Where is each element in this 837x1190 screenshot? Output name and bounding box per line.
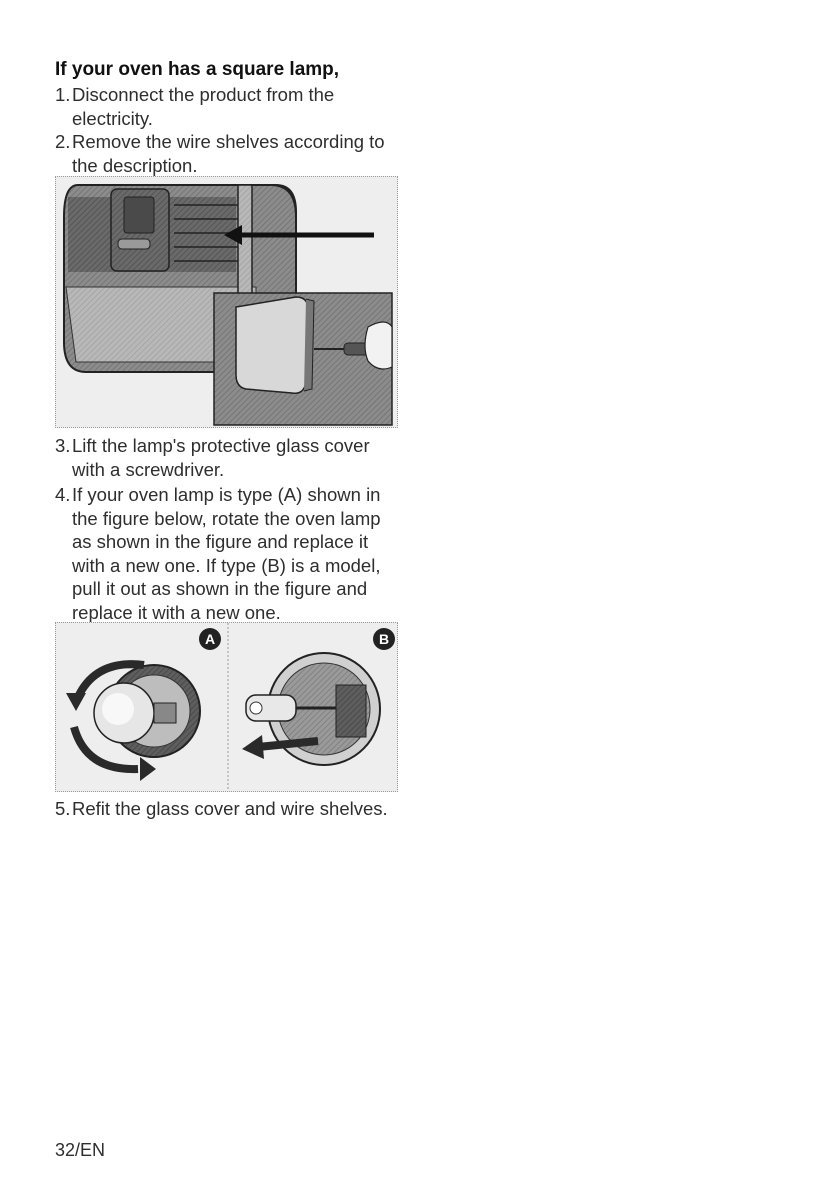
step-text-line: the description. bbox=[72, 154, 198, 176]
lamp-type-b-panel bbox=[242, 628, 395, 765]
step-2 bbox=[55, 130, 405, 177]
step-text-line: pull it out as shown in the figure and bbox=[72, 578, 368, 599]
page-heading: If your oven has a square lamp, bbox=[55, 59, 340, 80]
step-number: 1. bbox=[55, 84, 71, 105]
step-text-line: Refit the glass cover and wire shelves. bbox=[72, 798, 388, 819]
step-text-line: the figure below, rotate the oven lamp bbox=[72, 507, 381, 529]
lamp-types-illustration bbox=[55, 622, 398, 792]
step-text-line: Disconnect the product from the bbox=[72, 84, 335, 105]
oven-lamp-cover-illustration bbox=[55, 176, 398, 428]
page-number: 32/EN bbox=[55, 1140, 106, 1160]
step-text-line: electricity. bbox=[72, 107, 153, 129]
step-4 bbox=[55, 483, 405, 624]
step-text-line: If your oven lamp is type (A) shown in bbox=[72, 484, 381, 505]
step-1 bbox=[55, 83, 405, 130]
step-text-line: with a new one. If type (B) is a model, bbox=[72, 554, 381, 576]
step-text-line: as shown in the figure and replace it bbox=[72, 531, 369, 552]
step-number: 4. bbox=[55, 484, 71, 505]
step-text-line: Remove the wire shelves according to bbox=[72, 131, 385, 152]
label-a-badge: A bbox=[204, 631, 216, 647]
step-number: 3. bbox=[55, 435, 71, 456]
step-3 bbox=[55, 434, 405, 481]
step-text-line: replace it with a new one. bbox=[72, 601, 281, 623]
step-number: 2. bbox=[55, 131, 71, 152]
step-number: 5. bbox=[55, 798, 71, 819]
lamp-type-a-panel bbox=[66, 628, 221, 781]
step-text-line: with a screwdriver. bbox=[72, 458, 225, 480]
step-text-line: Lift the lamp's protective glass cover bbox=[72, 435, 370, 456]
label-b-badge: B bbox=[378, 631, 390, 647]
step-5 bbox=[55, 797, 405, 821]
